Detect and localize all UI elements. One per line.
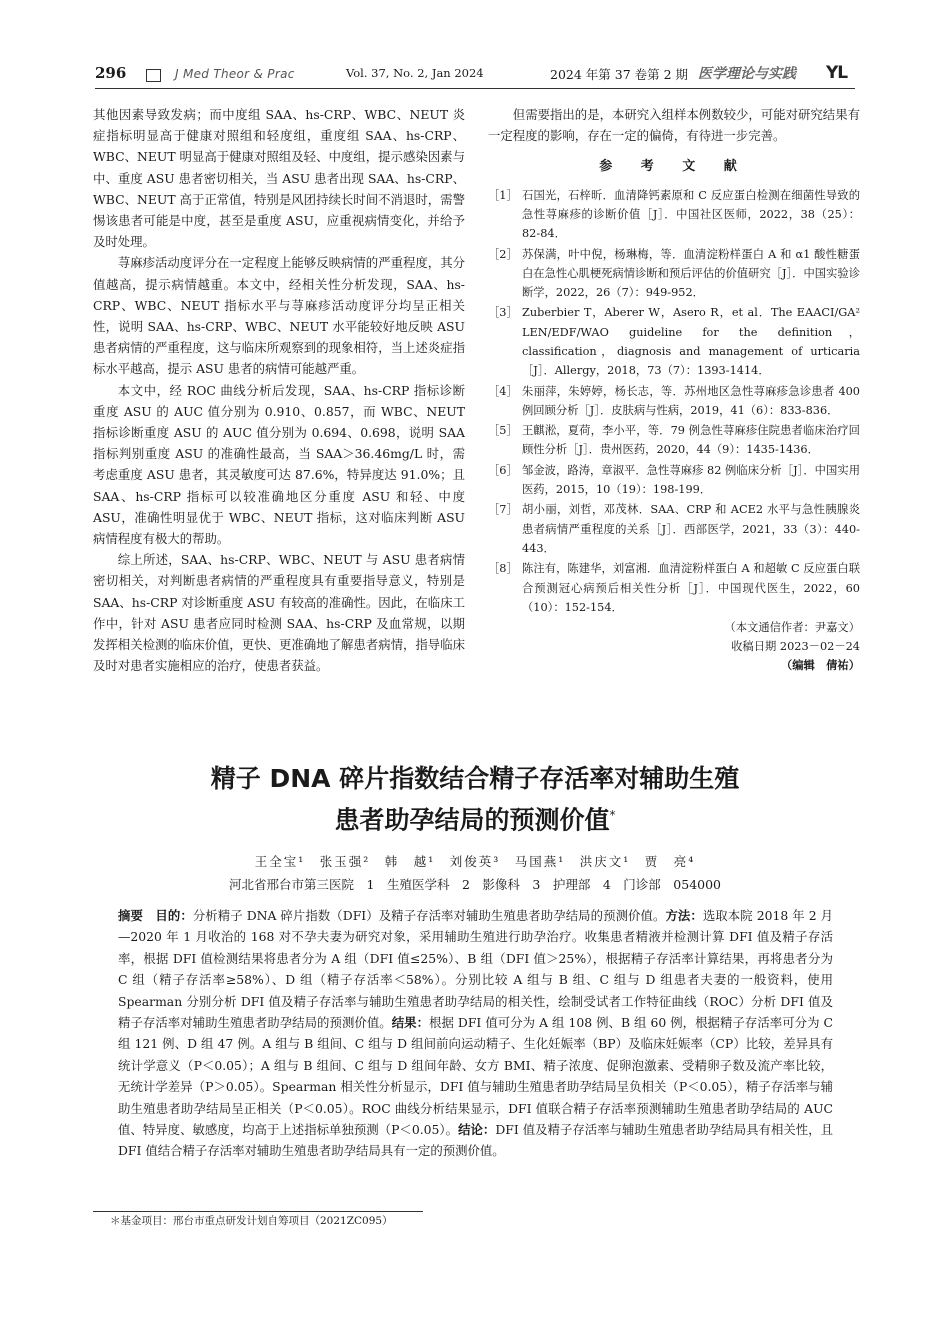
paragraph: 综上所述，SAA、hs-CRP、WBC、NEUT 与 ASU 患者病情密切相关，对判断患者病情的严重程度具有重要指导意义，特别是 SAA、hs-CRP 对诊断重度 ASU 有较高的准确性。因此，在临床工作中，针对 ASU 患者应同时检测 SAA、hs-CRP 及血常规，以期发挥相关检测的临床价值，更快、更准确地了解患者病情，指导临床及时对患者实施相应的治疗，使患者获益。 [93,552,465,674]
reference-text: 邹金波，路涛，章淑平．急性荨麻疹 82 例临床分析［J］．中国实用医药，2015，10（19）：198-199． [522,463,860,497]
funding-mark: * [609,808,616,822]
conclusion-label: 结论： [458,1122,496,1138]
reference-item [488,461,860,500]
reference-text: 王麒淞，夏荷，李小平，等．79 例急性荨麻疹住院患者临床治疗回顾性分析［J］．贵州医药，2020，44（9）：1435-1436． [522,424,860,457]
corresponding-author: （本文通信作者：尹嘉文） [724,621,860,635]
reference-text: 苏保满，叶中倪，杨琳梅，等．血清淀粉样蛋白 A 和 α1 酸性糖蛋白在急性心肌梗死病情诊断和预后评估的价值研究［J］．中国实验诊断学，2022，26（7）：949-952． [522,247,860,300]
reference-text: 陈注有，陈建华，刘富湘．血清淀粉样蛋白 A 和超敏 C 反应蛋白联合预测冠心病预后相关性分析［J］．中国现代医生，2022，60（10）：152-154． [522,562,860,614]
reference-item [488,421,860,460]
title-line-2-text: 患者助孕结局的预测价值 [334,805,610,835]
right-column [488,104,860,675]
results-label: 结果： [391,1015,430,1031]
abstract [118,905,833,1162]
reference-text: 胡小丽，刘哲，邓茂林．SAA、CRP 和 ACE2 水平与急性胰腺炎患者病情严重程度的关系［J］．西部医学，2021，33（3）：440-443． [522,503,860,555]
reference-item [488,303,860,380]
objective-label: 目的： [155,908,193,923]
header-rule [95,88,855,89]
reference-number: ［1］ [488,188,518,202]
references-heading: 参 考 文 献 [599,159,749,175]
paragraph: 荨麻疹活动度评分在一定程度上能够反映病情的严重程度，其分值越高，提示病情越重。本文中，经相关性分析发现，SAA、hs-CRP、WBC、NEUT 指标水平与荨麻疹活动度评分均呈正相关性，说明 SAA、hs-CRP、WBC、NEUT 水平能较好地反映 ASU 患者病情的严重程度，这与临床所观察到的现象相符，当上述炎症指标水平越高，提示 ASU 患者的病情可能越严重。 [93,255,465,377]
reference-number: ［3］ [488,306,518,320]
conclusion-text: DFI 值及精子存活率与辅助生殖患者助孕结局具有相关性，且 DFI 值结合精子存活率对辅助生殖患者助孕结局具有一定的预测价值。 [118,1122,834,1159]
reference-number: ［2］ [488,247,518,261]
reference-number: ［8］ [488,562,518,576]
reference-item [488,559,860,617]
received-date: 收稿日期 2023－02－24 [731,640,860,654]
reference-number: ［7］ [488,503,518,517]
reference-number: ［4］ [488,384,518,398]
journal-logo: YL [826,63,848,83]
affiliation: 河北省邢台市第三医院 1 生殖医学科 2 影像科 3 护理部 4 门诊部 054000 [228,877,722,892]
reference-item [488,245,860,303]
reference-number: ［5］ [488,424,518,438]
footnote-rule [93,1211,423,1212]
reference-text: 石国光，石梓昕．血清降钙素原和 C 反应蛋白检测在细菌性导致的急性荨麻疹的诊断价值［J］．中国社区医师，2022，38（25）：82-84． [522,188,860,241]
title-line-1: 精子 DNA 碎片指数结合精子存活率对辅助生殖 [210,764,740,793]
paragraph: 本文中，经 ROC 曲线分析后发现，SAA、hs-CRP 指标诊断重度 ASU 的 AUC 值分别为 0.910、0.857，而 WBC、NEUT 指标诊断重度 ASU 的 AUC 值分别为 0.694、0.698，说明 SAA 指标判别重度 ASU 的准确性最高，当 SAA＞36.46mg/L 时，需考虑重度 ASU 患者，其灵敏度可达 87.6%，特异度达 91.0%；且 SAA、hs-CRP 指标可以较准确地区分重度 ASU 和轻、中度 ASU，准确性明显优于 WBC、NEUT 指标，这对临床判断 ASU 病情程度有极大的帮助。 [93,382,465,547]
editor-note: （编辑 倩祐） [780,658,860,673]
methods-text: 选取本院 2018 年 2 月—2020 年 1 月收治的 168 对不孕夫妻为研究对象，采用辅助生殖进行助孕治疗。收集患者精液并检测计算 DFI 值及精子存活率，根据 DFI 值检测结果将患者分为 A 组（DFI 值≤25%）、B 组（DFI 值＞25%），根据精子存活率计算结果，再将患者分为 C 组（精子存活率≥58%）、D 组（精子存活率＜58%）。分别比较 A 组与 B 组、C 组与 D 组患者夫妻的一般资料，使用 Spearman 分别分析 DFI 值及精子存活率与辅助生殖患者助孕结局的相关性，绘制受试者工作特征曲线（ROC）分析 DFI 值及精子存活率对辅助生殖患者助孕结局的预测价值。 [118,908,834,1031]
objective-text: 分析精子 DNA 碎片指数（DFI）及精子存活率对辅助生殖患者助孕结局的预测价值。 [192,908,666,923]
reference-item [488,186,860,244]
volume-en: Vol. 37, No. 2, Jan 2024 [346,66,484,80]
reference-text: Zuberbier T，Aberer W，Asero R，et al．The EAACI/GA² LEN/EDF/WAO guideline for the definition，classification，diagnosis and management of urticaria［J］．Allergy，2018，73（7）：1393-1414． [522,306,860,378]
reference-item [488,500,860,558]
journal-name-cn: 医学理论与实践 [698,66,796,82]
paragraph: 但需要指出的是，本研究入组样本例数较少，可能对研究结果有一定程度的影响，存在一定的偏倚，有待进一步完善。 [488,107,860,144]
page-number: 296 [95,64,127,82]
reference-text: 朱丽萍，朱婷婷，杨长志，等．苏州地区急性荨麻疹急诊患者 400 例回顾分析［J］．皮肤病与性病，2019，41（6）：833-836． [522,384,860,417]
abstract-label: 摘要 [118,908,143,923]
methods-label: 方法： [665,908,703,923]
running-header [95,62,855,88]
reference-item [488,382,860,421]
article-title [95,760,855,838]
reference-list [488,186,860,618]
paragraph: 其他因素导致发病；而中度组 SAA、hs-CRP、WBC、NEUT 炎症指标明显高于健康对照组和轻度组，重度组 SAA、hs-CRP、WBC、NEUT 明显高于健康对照组及轻、中度组，提示感染因素与中、重度 ASU 患者密切相关，当 ASU 患者出现 SAA、hs-CRP、WBC、NEUT 高于正常值，特别是风团持续长时间不消退时，需警惕该患者可能是中度，甚至是重度 ASU，应重视病情变化，并给予及时处理。 [93,107,465,250]
journal-name-en: J Med Theor & Prac [175,67,295,81]
reference-number: ［6］ [488,463,518,477]
left-column [93,104,465,676]
square-icon [146,69,161,82]
title-line-2 [95,797,855,838]
results-text: 根据 DFI 值可分为 A 组 108 例、B 组 60 例，根据精子存活率可分为 C 组 121 例、D 组 47 例。A 组与 B 组间、C 组与 D 组间前向运动精子、生化妊娠率（BP）及临床妊娠率（CP）比较，差异具有统计学意义（P＜0.05）；A 组与 B 组间、C 组与 D 组间年龄、女方 BMI、精子浓度、促卵泡激素、受精卵子数及流产率比较，无统计学差异（P＞0.05）。Spearman 相关性分析显示，DFI 值与辅助生殖患者助孕结局呈负相关（P＜0.05），精子存活率与辅助生殖患者助孕结局呈正相关（P＜0.05）。ROC 曲线分析结果显示，DFI 值联合精子存活率预测辅助生殖患者助孕结局的 AUC 值、特异度、敏感度，均高于上述指标单独预测（P＜0.05）。 [118,1015,834,1138]
funding-footnote: ＊基金项目：邢台市重点研发计划自筹项目（2021ZC095） [110,1215,393,1227]
author-list: 王全宝¹ 张玉强² 韩 越¹ 刘俊英³ 马国燕¹ 洪庆文¹ 贾 亮⁴ [254,854,696,869]
volume-cn: 2024 年第 37 卷第 2 期 [550,67,689,82]
